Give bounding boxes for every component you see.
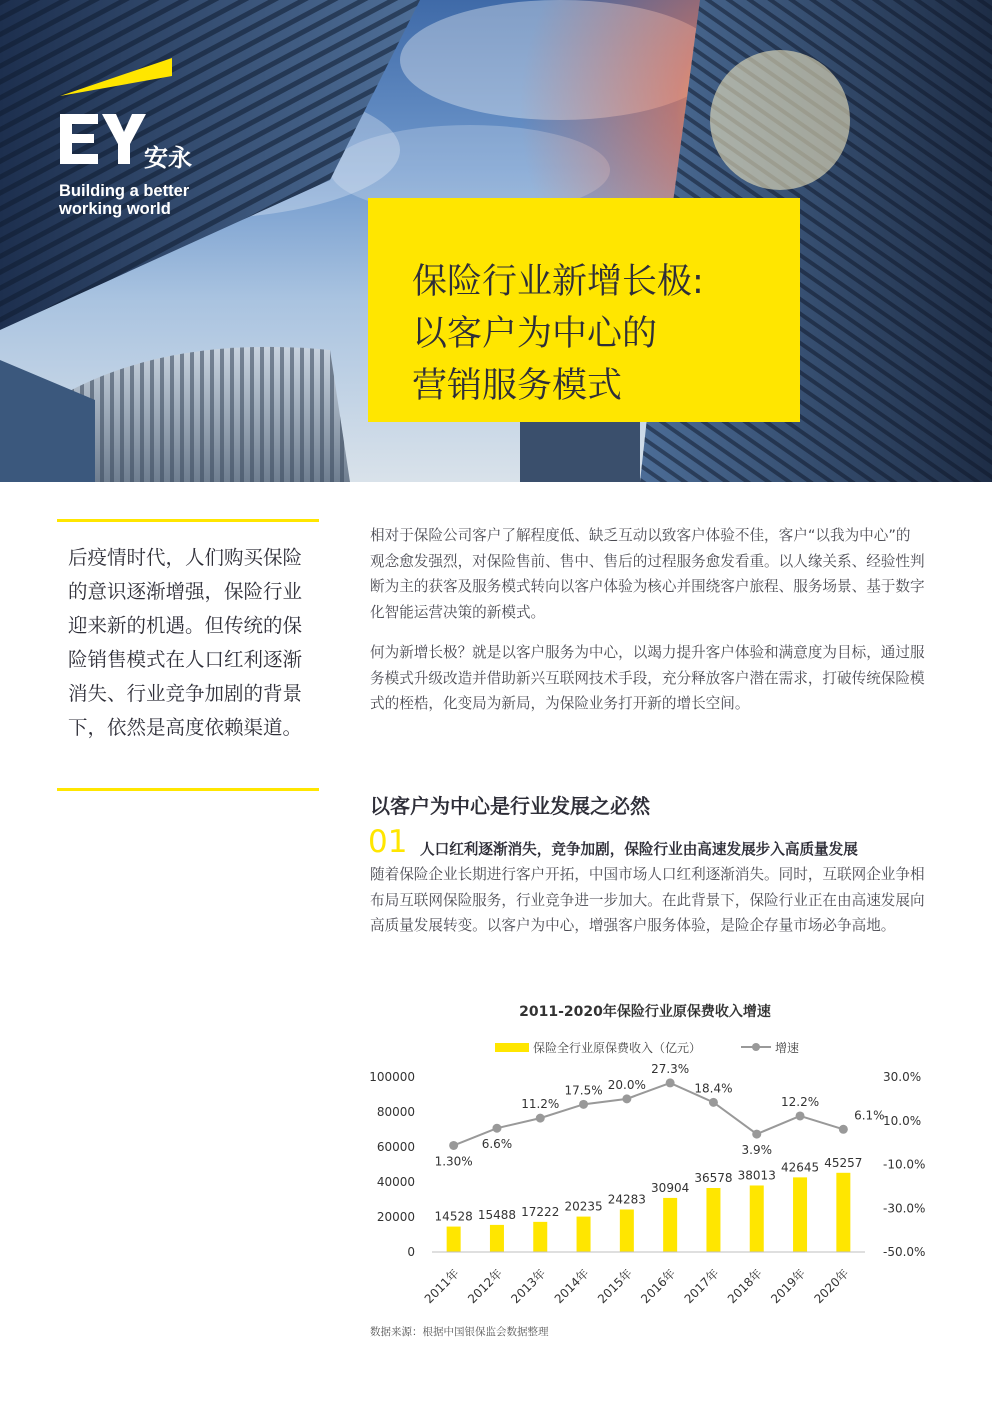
revenue-bar-label: 38013 [737, 1168, 776, 1183]
y-left-tick-label: 100000 [369, 1070, 415, 1084]
y-left-tick-label: 60000 [376, 1140, 415, 1154]
y-right-tick-label: 30.0% [883, 1070, 922, 1084]
y-left-tick-label: 80000 [376, 1105, 415, 1119]
x-category-label: 2012年 [465, 1266, 506, 1307]
revenue-bar-label: 45257 [824, 1155, 863, 1170]
y-right-tick-label: 10.0% [883, 1113, 922, 1128]
hero-banner [0, 0, 992, 482]
revenue-bar [447, 1227, 461, 1252]
brand-name-cn: 安永 [144, 144, 192, 172]
revenue-bar [490, 1225, 504, 1252]
revenue-bar [706, 1188, 720, 1252]
y-left-tick-label: 0 [407, 1245, 415, 1259]
y-right-tick-label: -50.0% [883, 1245, 926, 1259]
legend-marker-growth [752, 1043, 760, 1051]
revenue-bar [577, 1217, 591, 1252]
point-number: 01 [368, 824, 408, 860]
section-heading: 以客户为中心是行业发展之必然 [370, 794, 650, 818]
revenue-bar [750, 1185, 764, 1252]
brand-tagline: Building a better working world [59, 182, 190, 218]
revenue-bar [533, 1222, 547, 1252]
revenue-bar-label: 30904 [651, 1180, 690, 1195]
growth-point [622, 1094, 631, 1103]
growth-point [492, 1124, 501, 1133]
revenue-bar-label: 42645 [780, 1160, 820, 1175]
growth-point [709, 1098, 718, 1107]
chart-title: 2011-2020年保险行业原保费收入增速 [519, 1004, 771, 1020]
y-left-tick-label: 20000 [376, 1210, 415, 1224]
title-box [368, 198, 800, 422]
growth-point [796, 1111, 805, 1120]
x-category-label: 2019年 [768, 1266, 809, 1307]
growth-line [454, 1083, 844, 1146]
callout-top-rule [57, 519, 319, 522]
legend-label-revenue: 保险全行业原保费收入（亿元） [533, 1041, 702, 1055]
revenue-bar-label: 14528 [434, 1209, 473, 1224]
y-right-tick-label: -30.0% [883, 1201, 926, 1216]
growth-point-label: 20.0% [607, 1077, 646, 1092]
callout-bottom-rule [57, 788, 319, 791]
x-category-label: 2020年 [811, 1266, 852, 1307]
growth-point [579, 1100, 588, 1109]
source-note: 数据来源：根据中国银保监会数据整理 [370, 1326, 549, 1338]
growth-point-label: 18.4% [694, 1081, 733, 1096]
growth-point-label: 12.2% [780, 1094, 820, 1109]
callout-text: 后疫情时代，人们购买保险的意识逐渐增强，保险行业迎来新的机遇。但传统的保险销售模式在人口红利逐渐消失、行业竞争加剧的背景下，依然是高度依赖渠道。 [68, 546, 303, 739]
growth-point [666, 1078, 675, 1087]
growth-point [752, 1130, 761, 1139]
revenue-bar-label: 15488 [477, 1207, 517, 1222]
growth-point-label: 6.1% [854, 1108, 885, 1123]
point-title: 人口红利逐渐消失，竞争加剧，保险行业由高速发展步入高质量发展 [420, 841, 858, 858]
growth-point-label: 17.5% [564, 1083, 603, 1098]
revenue-bar-label: 24283 [607, 1192, 646, 1207]
revenue-bar [663, 1198, 677, 1252]
growth-point [449, 1141, 458, 1150]
x-category-label: 2017年 [681, 1266, 722, 1307]
growth-point-label: 1.30% [434, 1154, 473, 1169]
x-category-label: 2016年 [638, 1266, 679, 1307]
x-category-label: 2015年 [594, 1266, 635, 1307]
revenue-bar-label: 20235 [564, 1199, 603, 1214]
revenue-bar [836, 1173, 850, 1252]
intro-paragraph-2: 何为新增长极？就是以客户服务为中心，以竭力提升客户体验和满意度为目标，通过服务模式升级改造并借助新兴互联网技术手段，充分释放客户潜在需求，打破传统保险模式的桎梏，化变局为新局，为保险业务打开新的增长空间。 [370, 644, 925, 712]
revenue-bar [793, 1177, 807, 1252]
point-body: 随着保险企业长期进行客户开拓，中国市场人口红利逐渐消失。同时，互联网企业争相布局互联网保险服务，行业竞争进一步加大。在此背景下，保险行业正在由高速发展向高质量发展转变。以客户为中心，增强客户服务体验，是险企存量市场必争高地。 [370, 866, 925, 934]
revenue-bar-label: 17222 [521, 1204, 560, 1219]
revenue-bar-label: 36578 [694, 1170, 733, 1185]
title-line-2: 以客户为中心的 [412, 314, 658, 354]
revenue-bar [620, 1210, 634, 1252]
x-category-label: 2014年 [551, 1266, 592, 1307]
y-right-tick-label: -10.0% [883, 1157, 926, 1172]
revenue-growth-chart [355, 990, 935, 1320]
legend-label-growth: 增速 [775, 1041, 800, 1055]
x-category-label: 2018年 [724, 1266, 765, 1307]
growth-point-label: 3.9% [741, 1143, 772, 1158]
title-line-3: 营销服务模式 [412, 366, 623, 406]
growth-point-label: 11.2% [521, 1097, 560, 1112]
growth-point [839, 1125, 848, 1134]
y-left-tick-label: 40000 [376, 1175, 415, 1189]
title-line-1: 保险行业新增长极: [412, 262, 704, 302]
intro-paragraph-1: 相对于保险公司客户了解程度低、缺乏互动以致客户体验不佳，客户“以我为中心”的观念愈发强烈，对保险售前、售中、售后的过程服务愈发看重。以人缘关系、经验性判断为主的获客及服务模式转向以客户体验为核心并围绕客户旅程、服务场景、基于数字化智能运营决策的新模式。 [370, 527, 925, 621]
x-category-label: 2011年 [421, 1266, 462, 1307]
growth-point-label: 6.6% [481, 1137, 513, 1152]
growth-point-label: 27.3% [651, 1061, 690, 1076]
legend-swatch-revenue [495, 1043, 529, 1052]
growth-point [536, 1114, 545, 1123]
x-category-label: 2013年 [508, 1266, 549, 1307]
